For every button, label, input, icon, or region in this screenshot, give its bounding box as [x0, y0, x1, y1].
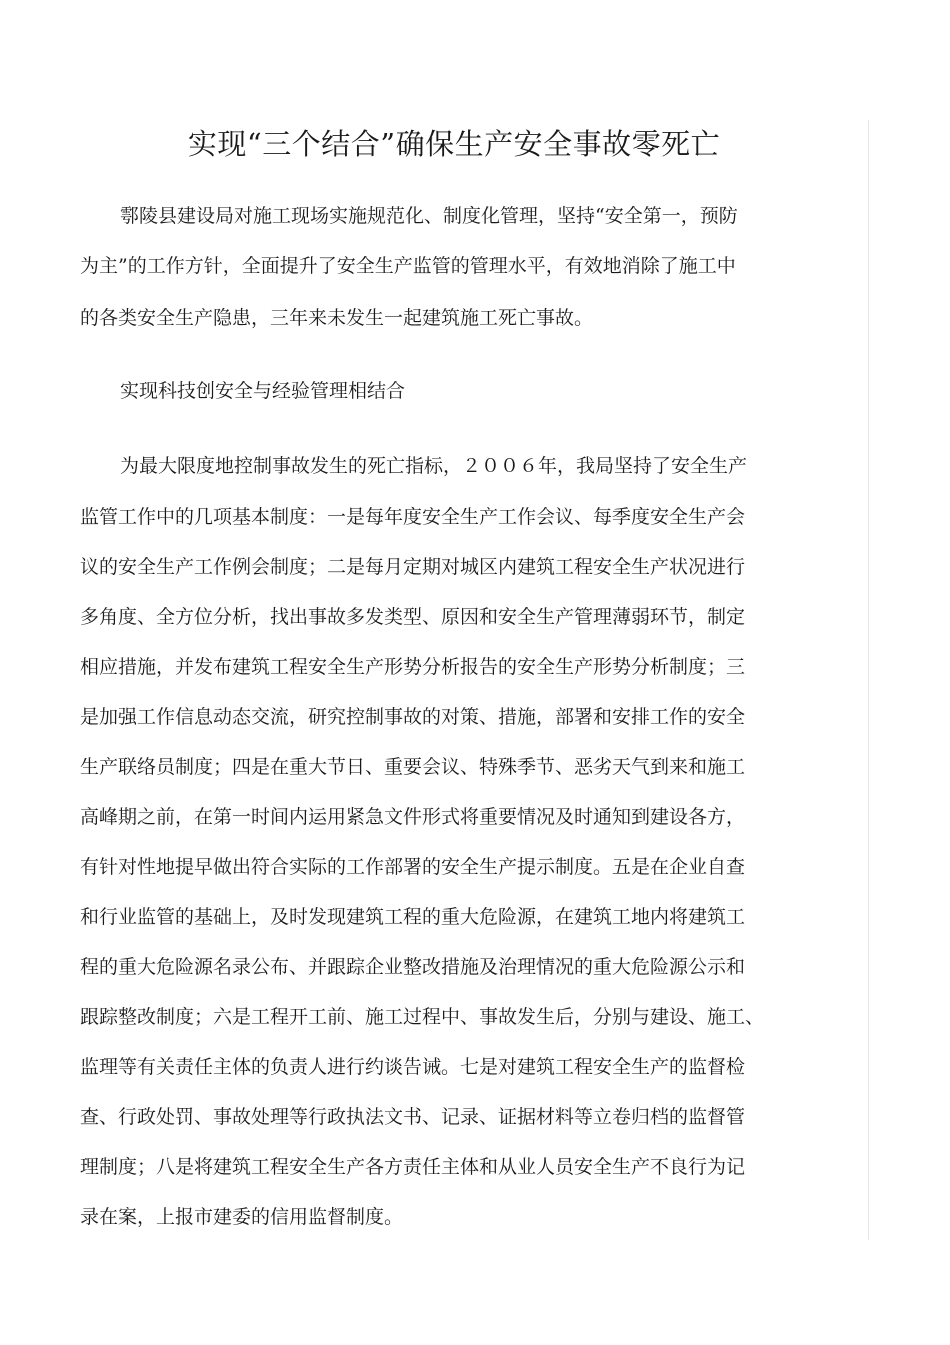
body-line-10: 和行业监管的基础上，及时发现建筑工程的重大危险源，在建筑工地内将建筑工 [80, 906, 746, 928]
body-line-8: 高峰期之前，在第一时间内运用紧急文件形式将重要情况及时通知到建设各方， [80, 806, 746, 828]
body-line-6: 是加强工作信息动态交流，研究控制事故的对策、措施，部署和安排工作的安全 [80, 706, 746, 728]
intro-line-1: 鄠陵县建设局对施工现场实施规范化、制度化管理，坚持“安全第一，预防 [120, 205, 738, 227]
page-title: 实现“三个结合”确保生产安全事故零死亡 [187, 127, 721, 161]
body-line-16: 录在案，上报市建委的信用监督制度。 [80, 1206, 404, 1228]
page-edge-rule [868, 120, 869, 1240]
body-line-11: 程的重大危险源名录公布、并跟踪企业整改措施及治理情况的重大危险源公示和 [80, 956, 746, 978]
intro-line-3: 的各类安全生产隐患，三年来未发生一起建筑施工死亡事故。 [80, 307, 594, 329]
body-line-14: 查、行政处罚、事故处理等行政执法文书、记录、证据材料等立卷归档的监督管 [80, 1106, 746, 1128]
body-line-3: 议的安全生产工作例会制度；二是每月定期对城区内建筑工程安全生产状况进行 [80, 556, 746, 578]
body-line-5: 相应措施，并发布建筑工程安全生产形势分析报告的安全生产形势分析制度；三 [80, 656, 746, 678]
body-line-13: 监理等有关责任主体的负责人进行约谈告诫。七是对建筑工程安全生产的监督检 [80, 1056, 746, 1078]
body-line-12: 跟踪整改制度；六是工程开工前、施工过程中、事故发生后，分别与建设、施工、 [80, 1006, 765, 1028]
body-line-9: 有针对性地提早做出符合实际的工作部署的安全生产提示制度。五是在企业自查 [80, 856, 746, 878]
body-line-2: 监管工作中的几项基本制度：一是每年度安全生产工作会议、每季度安全生产会 [80, 506, 746, 528]
body-line-7: 生产联络员制度；四是在重大节日、重要会议、特殊季节、恶劣天气到来和施工 [80, 756, 746, 778]
body-line-15: 理制度；八是将建筑工程安全生产各方责任主体和从业人员安全生产不良行为记 [80, 1156, 746, 1178]
intro-line-2: 为主”的工作方针，全面提升了安全生产监管的管理水平，有效地消除了施工中 [80, 255, 736, 277]
body-line-4: 多角度、全方位分析，找出事故多发类型、原因和安全生产管理薄弱环节，制定 [80, 606, 746, 628]
section-heading: 实现科技创安全与经验管理相结合 [120, 380, 406, 402]
body-line-1: 为最大限度地控制事故发生的死亡指标，２００６年，我局坚持了安全生产 [120, 455, 748, 477]
